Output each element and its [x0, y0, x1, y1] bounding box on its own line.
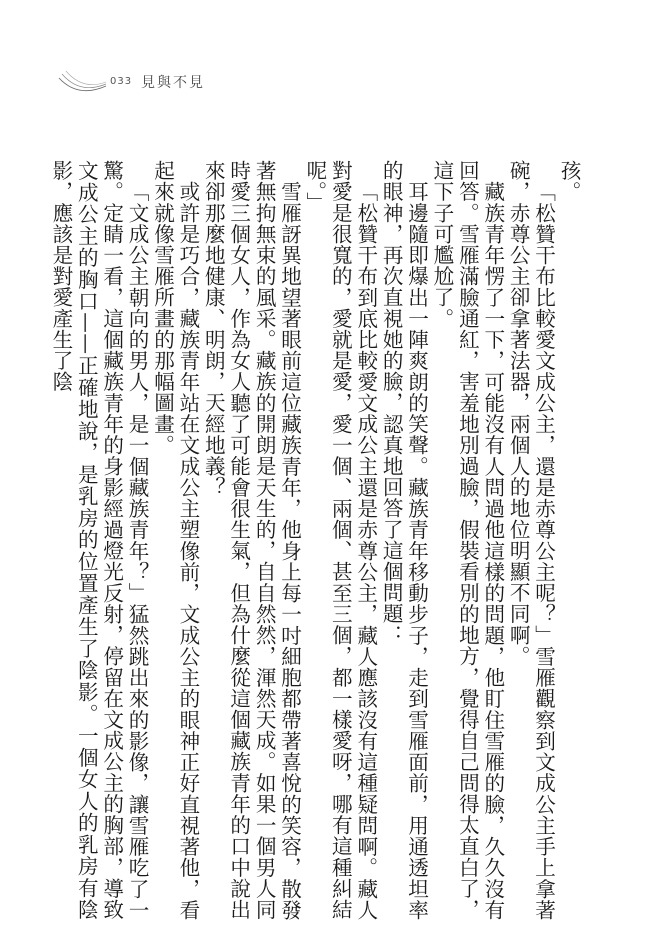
chapter-title: 見與不見	[141, 75, 205, 91]
body-text	[47, 160, 581, 920]
paragraph: 或許是巧合，藏族青年站在文成公主塑像前，文成公主的眼神正好直視著他，看起來就像雪雁所畫的那幅圖畫。	[150, 160, 200, 920]
paragraph: 「文成公主朝向的男人，是一個藏族青年？」猛然跳出來的影像，讓雪雁吃了一驚。定睛一看，這個藏族青年的身影經過燈光反射，停留在文成公主的胸部，導致文成公主的胸口——正確地說，是乳房的位置產生了陰影。一個女人的乳房有陰影，應該是對愛產生了陰	[48, 160, 150, 920]
paragraph: 雪雁訝異地望著眼前這位藏族青年，他身上每一吋細胞都帶著喜悅的笑容，散發著無拘無束的風采。藏族的開朗是天生的，自自然然，渾然天成。如果一個男人同時愛三個女人，作為女人聽了可能會很生氣，但為什麼從這個藏族青年的口中說出來卻那麼地健康、明朗，天經地義？	[201, 160, 302, 920]
paragraph: 「松贊干布比較愛文成公主，還是赤尊公主呢？」雪雁觀察到文成公主手上拿著碗，赤尊公主卻拿著法器，兩個人的地位明顯不同啊。	[506, 160, 556, 920]
page-number: 033	[110, 76, 133, 87]
paragraph: 耳邊隨即爆出一陣爽朗的笑聲。藏族青年移動步子，走到雪雁面前，用通透坦率的眼神，再次直視她的臉，認真地回答了這個問題：	[379, 160, 429, 920]
paragraph: 「松贊干布到底比較愛文成公主還是赤尊公主，藏人應該沒有這種疑問啊。藏人對愛是很寬的，愛就是愛，愛一個、兩個、甚至三個，都一樣愛呀，哪有這種糾結呢。」	[302, 160, 378, 920]
paragraph: 孩。	[557, 160, 581, 203]
paragraph: 藏族青年愣了一下，可能沒有人問過他這樣的問題，他盯住雪雁的臉，久久沒有回答。雪雁滿臉通紅，害羞地別過臉，假裝看別的地方，覺得自己問得太直白了，這下子可尷尬了。	[429, 160, 505, 920]
page-header	[58, 66, 258, 96]
swoosh-ornament-icon	[58, 66, 108, 96]
